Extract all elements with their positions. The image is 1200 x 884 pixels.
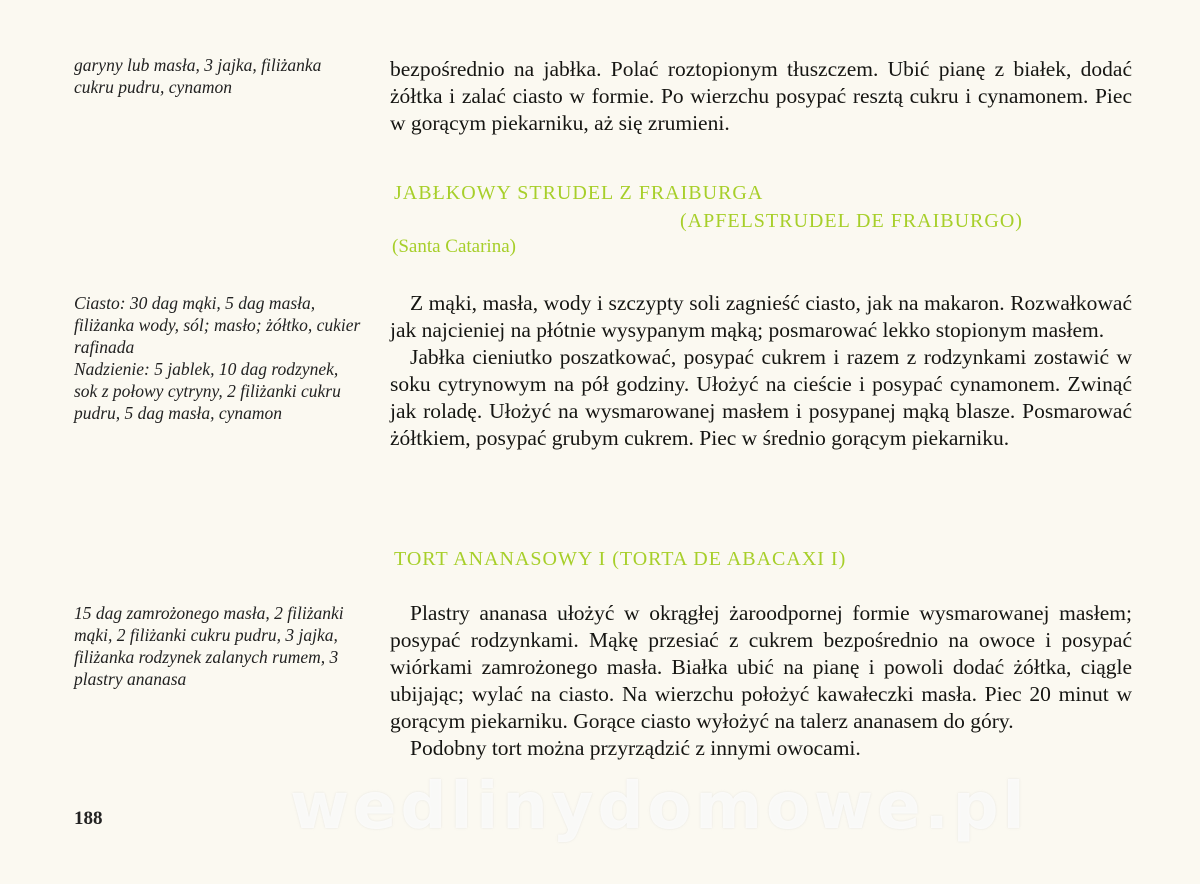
recipe2-paragraph-1: Plastry ananasa ułożyć w okrągłej żaroodpornej formie wysmarowanej masłem; posypać rodzynkami. Mąkę przesiać z cukrem bezpośrednio na owoce i posypać wiórkami zamrożonego masła. Białka ubić na pianę i powoli dodać żółtka, ciągle ubijając; wylać na ciasto. Na wierzchu położyć kawałeczki masła. Piec 20 minut w gorącym piekarniku. Gorące ciasto wyłożyć na talerz ananasem do góry.: [390, 601, 1132, 733]
recipe1-paragraph-2: Jabłka cieniutko poszatkować, posypać cukrem i razem z rodzynkami zostawić w soku cytrynowym na pół godziny. Ułożyć na cieście i posypać cynamonem. Zwinąć jak roladę. Ułożyć na wysmarowanej masłem i posypanej mąką blasze. Posmarować żółtkiem, posypać grubym cukrem. Piec w średnio gorącym piekarniku.: [390, 345, 1132, 450]
page-number: 188: [74, 808, 103, 829]
recipe1-body: [390, 290, 1132, 452]
dough-ingredients: Ciasto: 30 dag mąki, 5 dag masła, filiżanka wody, sól; masło; żółtko, cukier rafinada: [74, 293, 361, 357]
recipe2-paragraph-2: Podobny tort można przyrządzić z innymi owocami.: [410, 736, 861, 760]
ingredients-note-2: [74, 292, 364, 424]
recipe2-body: [390, 600, 1132, 762]
recipe2-title: TORT ANANASOWY I (TORTA DE ABACAXI I): [394, 548, 847, 570]
recipe1-title-line1: JABŁKOWY STRUDEL Z FRAIBURGA: [394, 182, 764, 204]
ingredients-note-1: garyny lub masła, 3 jajka, filiżanka cukru pudru, cynamon: [74, 55, 322, 97]
recipe1-subtitle: (Santa Catarina): [392, 236, 516, 257]
ingredients-note-3: 15 dag zamrożonego masła, 2 filiżanki mąki, 2 filiżanki cukru pudru, 3 jajka, filiżanka rodzynek zalanych rumem, 3 plastry ananasa: [74, 603, 344, 689]
recipe1-title-line2: (APFELSTRUDEL DE FRAIBURGO): [680, 210, 1023, 232]
recipe1-paragraph-1: Z mąki, masła, wody i szczypty soli zagnieść ciasto, jak na makaron. Rozwałkować jak najcieniej na płótnie wysypanym mąką; posmarować lekko stopionym masłem.: [390, 291, 1132, 342]
watermark: wedlinydomowe.pl: [290, 770, 1029, 844]
filling-ingredients: Nadzienie: 5 jablek, 10 dag rodzynek, sok z połowy cytryny, 2 filiżanki cukru pudru, 5 dag masła, cynamon: [74, 359, 341, 423]
intro-paragraph: [390, 56, 1132, 137]
intro-text: bezpośrednio na jabłka. Polać roztopionym tłuszczem. Ubić pianę z białek, dodać żółtka i zalać ciasto w formie. Po wierzchu posypać resztą cukru i cynamonem. Piec w gorącym piekarniku, aż się zrumieni.: [390, 57, 1132, 135]
